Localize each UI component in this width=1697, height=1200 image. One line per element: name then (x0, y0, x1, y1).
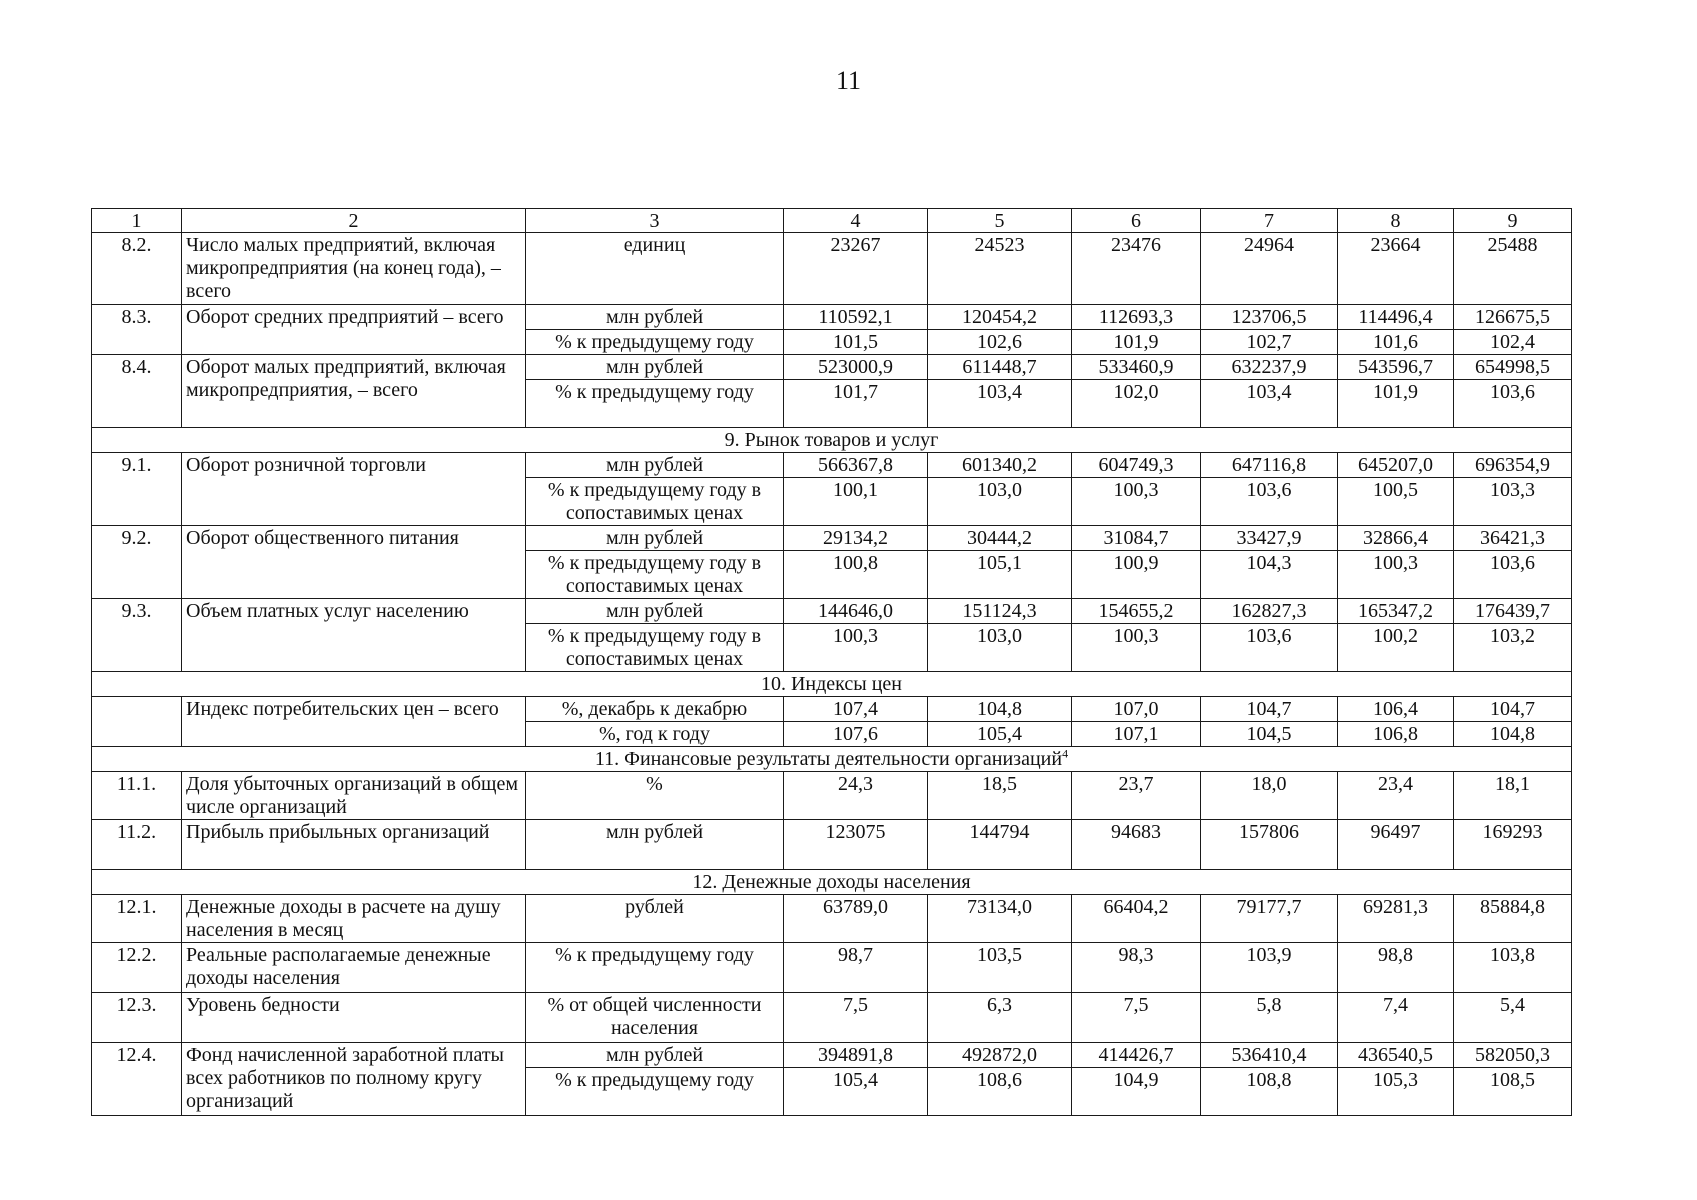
value-cell: 101,5 (784, 330, 928, 355)
row-unit: млн рублей (526, 1043, 784, 1068)
value-cell: 6,3 (928, 993, 1072, 1043)
value-cell: 69281,3 (1338, 895, 1454, 943)
value-cell: 108,5 (1454, 1068, 1572, 1116)
value-cell: 100,8 (784, 551, 928, 599)
value-cell: 7,5 (1072, 993, 1201, 1043)
value-cell: 123706,5 (1201, 305, 1338, 330)
value-cell: 604749,3 (1072, 453, 1201, 478)
row-description: Индекс потребительских цен – всего (182, 697, 526, 747)
row-code: 12.1. (92, 895, 182, 943)
value-cell: 611448,7 (928, 355, 1072, 380)
table-row (92, 993, 1572, 1043)
table-row (92, 526, 1572, 551)
column-number-row (92, 209, 1572, 233)
section-row (92, 672, 1572, 697)
row-code: 12.3. (92, 993, 182, 1043)
row-unit: % к предыдущему году в сопоставимых ценах (526, 551, 784, 599)
value-cell: 24,3 (784, 772, 928, 820)
value-cell: 394891,8 (784, 1043, 928, 1068)
value-cell: 105,3 (1338, 1068, 1454, 1116)
value-cell: 102,6 (928, 330, 1072, 355)
value-cell: 32866,4 (1338, 526, 1454, 551)
value-cell: 23476 (1072, 233, 1201, 305)
row-description: Реальные располагаемые денежные доходы населения (182, 943, 526, 993)
value-cell: 536410,4 (1201, 1043, 1338, 1068)
row-code: 8.4. (92, 355, 182, 428)
value-cell: 436540,5 (1338, 1043, 1454, 1068)
value-cell: 24523 (928, 233, 1072, 305)
value-cell: 102,7 (1201, 330, 1338, 355)
row-unit: % к предыдущему году (526, 380, 784, 428)
value-cell: 23,7 (1072, 772, 1201, 820)
value-cell: 96497 (1338, 820, 1454, 870)
value-cell: 157806 (1201, 820, 1338, 870)
row-description: Фонд начисленной заработной платы всех работников по полному кругу организаций (182, 1043, 526, 1116)
value-cell: 102,4 (1454, 330, 1572, 355)
value-cell: 107,4 (784, 697, 928, 722)
value-cell: 654998,5 (1454, 355, 1572, 380)
value-cell: 101,9 (1072, 330, 1201, 355)
table-row (92, 820, 1572, 870)
value-cell: 100,1 (784, 478, 928, 526)
value-cell: 66404,2 (1072, 895, 1201, 943)
value-cell: 144794 (928, 820, 1072, 870)
row-description: Объем платных услуг населению (182, 599, 526, 672)
value-cell: 103,0 (928, 478, 1072, 526)
value-cell: 414426,7 (1072, 1043, 1201, 1068)
value-cell: 543596,7 (1338, 355, 1454, 380)
row-description: Число малых предприятий, включая микропредприятия (на конец года), – всего (182, 233, 526, 305)
section-heading: 9. Рынок товаров и услуг (92, 428, 1572, 453)
column-header: 5 (928, 209, 1072, 233)
value-cell: 100,5 (1338, 478, 1454, 526)
value-cell: 103,4 (1201, 380, 1338, 428)
value-cell: 103,3 (1454, 478, 1572, 526)
table-row (92, 233, 1572, 305)
row-description: Оборот розничной торговли (182, 453, 526, 526)
section-row (92, 747, 1572, 772)
row-description: Оборот малых предприятий, включая микропредприятия, – всего (182, 355, 526, 428)
column-header: 3 (526, 209, 784, 233)
footnote-marker: 4 (1062, 746, 1069, 761)
value-cell: 63789,0 (784, 895, 928, 943)
value-cell: 566367,8 (784, 453, 928, 478)
value-cell: 23267 (784, 233, 928, 305)
value-cell: 123075 (784, 820, 928, 870)
value-cell: 23,4 (1338, 772, 1454, 820)
value-cell: 105,4 (784, 1068, 928, 1116)
value-cell: 169293 (1454, 820, 1572, 870)
value-cell: 98,7 (784, 943, 928, 993)
value-cell: 100,3 (1338, 551, 1454, 599)
row-code (92, 697, 182, 747)
value-cell: 100,3 (1072, 478, 1201, 526)
value-cell: 647116,8 (1201, 453, 1338, 478)
row-code: 9.2. (92, 526, 182, 599)
value-cell: 144646,0 (784, 599, 928, 624)
row-unit: единиц (526, 233, 784, 305)
table-row (92, 453, 1572, 478)
value-cell: 103,9 (1201, 943, 1338, 993)
value-cell: 120454,2 (928, 305, 1072, 330)
row-code: 8.2. (92, 233, 182, 305)
column-header: 9 (1454, 209, 1572, 233)
value-cell: 101,9 (1338, 380, 1454, 428)
value-cell: 5,8 (1201, 993, 1338, 1043)
row-unit: % к предыдущему году (526, 1068, 784, 1116)
value-cell: 165347,2 (1338, 599, 1454, 624)
row-unit: % от общей численности населения (526, 993, 784, 1043)
column-header: 6 (1072, 209, 1201, 233)
value-cell: 103,2 (1454, 624, 1572, 672)
row-description: Уровень бедности (182, 993, 526, 1043)
value-cell: 73134,0 (928, 895, 1072, 943)
value-cell: 533460,9 (1072, 355, 1201, 380)
value-cell: 5,4 (1454, 993, 1572, 1043)
value-cell: 106,8 (1338, 722, 1454, 747)
row-unit: млн рублей (526, 526, 784, 551)
column-header: 1 (92, 209, 182, 233)
value-cell: 25488 (1454, 233, 1572, 305)
column-header: 2 (182, 209, 526, 233)
value-cell: 104,8 (928, 697, 1072, 722)
value-cell: 632237,9 (1201, 355, 1338, 380)
column-header: 4 (784, 209, 928, 233)
row-unit: % к предыдущему году (526, 330, 784, 355)
value-cell: 106,4 (1338, 697, 1454, 722)
value-cell: 154655,2 (1072, 599, 1201, 624)
value-cell: 36421,3 (1454, 526, 1572, 551)
value-cell: 492872,0 (928, 1043, 1072, 1068)
row-code: 11.2. (92, 820, 182, 870)
row-unit: % к предыдущему году в сопоставимых ценах (526, 478, 784, 526)
value-cell: 98,3 (1072, 943, 1201, 993)
value-cell: 107,1 (1072, 722, 1201, 747)
table-row (92, 943, 1572, 993)
table-row (92, 895, 1572, 943)
value-cell: 126675,5 (1454, 305, 1572, 330)
value-cell: 162827,3 (1201, 599, 1338, 624)
row-code: 12.2. (92, 943, 182, 993)
row-description: Денежные доходы в расчете на душу населения в месяц (182, 895, 526, 943)
value-cell: 105,4 (928, 722, 1072, 747)
row-unit: рублей (526, 895, 784, 943)
value-cell: 30444,2 (928, 526, 1072, 551)
row-code: 11.1. (92, 772, 182, 820)
value-cell: 105,1 (928, 551, 1072, 599)
value-cell: 18,0 (1201, 772, 1338, 820)
row-unit: млн рублей (526, 453, 784, 478)
page-number: 11 (835, 66, 862, 95)
value-cell: 79177,7 (1201, 895, 1338, 943)
value-cell: 104,7 (1201, 697, 1338, 722)
table-row (92, 1043, 1572, 1068)
value-cell: 7,5 (784, 993, 928, 1043)
section-heading (92, 747, 1572, 772)
value-cell: 176439,7 (1454, 599, 1572, 624)
row-unit: % к предыдущему году (526, 943, 784, 993)
value-cell: 7,4 (1338, 993, 1454, 1043)
row-unit: % к предыдущему году в сопоставимых ценах (526, 624, 784, 672)
row-unit: млн рублей (526, 599, 784, 624)
value-cell: 98,8 (1338, 943, 1454, 993)
row-unit: млн рублей (526, 355, 784, 380)
value-cell: 107,0 (1072, 697, 1201, 722)
value-cell: 101,7 (784, 380, 928, 428)
row-description: Оборот средних предприятий – всего (182, 305, 526, 355)
value-cell: 582050,3 (1454, 1043, 1572, 1068)
value-cell: 18,5 (928, 772, 1072, 820)
section-heading: 12. Денежные доходы населения (92, 870, 1572, 895)
value-cell: 108,8 (1201, 1068, 1338, 1116)
table-row (92, 305, 1572, 330)
value-cell: 601340,2 (928, 453, 1072, 478)
value-cell: 104,5 (1201, 722, 1338, 747)
value-cell: 103,8 (1454, 943, 1572, 993)
value-cell: 103,0 (928, 624, 1072, 672)
value-cell: 101,6 (1338, 330, 1454, 355)
table-row (92, 772, 1572, 820)
value-cell: 29134,2 (784, 526, 928, 551)
value-cell: 696354,9 (1454, 453, 1572, 478)
value-cell: 108,6 (928, 1068, 1072, 1116)
section-row (92, 870, 1572, 895)
value-cell: 103,6 (1201, 478, 1338, 526)
row-code: 12.4. (92, 1043, 182, 1116)
column-header: 7 (1201, 209, 1338, 233)
value-cell: 110592,1 (784, 305, 928, 330)
value-cell: 100,3 (784, 624, 928, 672)
value-cell: 100,9 (1072, 551, 1201, 599)
row-code: 8.3. (92, 305, 182, 355)
value-cell: 103,6 (1454, 551, 1572, 599)
value-cell: 94683 (1072, 820, 1201, 870)
value-cell: 85884,8 (1454, 895, 1572, 943)
row-code: 9.3. (92, 599, 182, 672)
column-header: 8 (1338, 209, 1454, 233)
row-unit: % (526, 772, 784, 820)
row-unit: млн рублей (526, 820, 784, 870)
value-cell: 104,8 (1454, 722, 1572, 747)
value-cell: 104,7 (1454, 697, 1572, 722)
row-description: Оборот общественного питания (182, 526, 526, 599)
value-cell: 114496,4 (1338, 305, 1454, 330)
value-cell: 23664 (1338, 233, 1454, 305)
value-cell: 104,3 (1201, 551, 1338, 599)
row-description: Прибыль прибыльных организаций (182, 820, 526, 870)
value-cell: 102,0 (1072, 380, 1201, 428)
value-cell: 31084,7 (1072, 526, 1201, 551)
row-unit: %, год к году (526, 722, 784, 747)
value-cell: 103,4 (928, 380, 1072, 428)
value-cell: 103,6 (1454, 380, 1572, 428)
value-cell: 100,3 (1072, 624, 1201, 672)
value-cell: 103,6 (1201, 624, 1338, 672)
value-cell: 103,5 (928, 943, 1072, 993)
statistics-table (91, 208, 1572, 1116)
value-cell: 112693,3 (1072, 305, 1201, 330)
value-cell: 151124,3 (928, 599, 1072, 624)
value-cell: 107,6 (784, 722, 928, 747)
row-unit: %, декабрь к декабрю (526, 697, 784, 722)
value-cell: 24964 (1201, 233, 1338, 305)
row-description: Доля убыточных организаций в общем числе организаций (182, 772, 526, 820)
value-cell: 100,2 (1338, 624, 1454, 672)
row-code: 9.1. (92, 453, 182, 526)
row-unit: млн рублей (526, 305, 784, 330)
value-cell: 645207,0 (1338, 453, 1454, 478)
table-row (92, 355, 1572, 380)
table-row (92, 599, 1572, 624)
section-heading: 10. Индексы цен (92, 672, 1572, 697)
value-cell: 523000,9 (784, 355, 928, 380)
section-heading-text: 11. Финансовые результаты деятельности организаций (594, 748, 1063, 770)
value-cell: 104,9 (1072, 1068, 1201, 1116)
value-cell: 18,1 (1454, 772, 1572, 820)
value-cell: 33427,9 (1201, 526, 1338, 551)
section-row (92, 428, 1572, 453)
table-row (92, 697, 1572, 722)
